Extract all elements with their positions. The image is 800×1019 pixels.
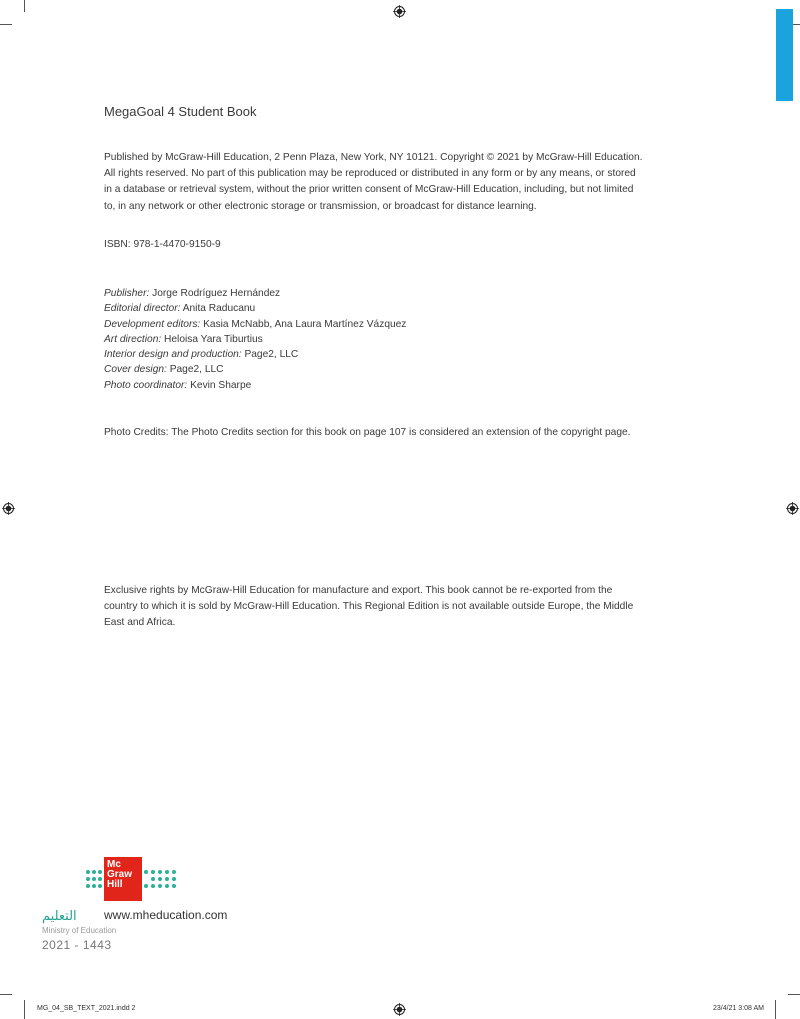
crop-mark-bottom-left-h (0, 994, 12, 995)
credit-name: Kevin Sharpe (190, 379, 252, 391)
credit-row (104, 332, 406, 347)
credit-name: Jorge Rodríguez Hernández (152, 288, 281, 299)
logo-line: Graw (107, 869, 133, 880)
credit-row (104, 362, 406, 377)
credit-name: Page2, LLC (244, 349, 299, 361)
crop-mark-bottom-right-v (775, 1000, 776, 1019)
copyright-paragraph (104, 150, 680, 215)
ministry-english-name: Ministry of Education (42, 926, 117, 935)
credit-row (104, 317, 406, 332)
book-title: MegaGoal 4 Student Book (104, 104, 257, 119)
credit-role: Publisher: (104, 288, 150, 299)
rights-line: East and Africa. (104, 617, 176, 629)
credit-role: Art direction: (104, 333, 162, 345)
copyright-line: All rights reserved. No part of this publication may be reproduced or distributed in any form or by any means, or stored (104, 168, 636, 180)
ministry-year: 2021 - 1443 (42, 938, 112, 952)
ministry-dots-left-icon (86, 870, 104, 892)
credit-name: Anita Raducanu (182, 303, 256, 315)
credit-row (104, 378, 406, 393)
print-slug-file: MG_04_SB_TEXT_2021.indd 2 (37, 1005, 136, 1012)
print-slug-timestamp: 23/4/21 3:08 AM (713, 1005, 764, 1012)
crop-mark-bottom-right-h (788, 994, 800, 995)
registration-mark-right-icon (786, 502, 799, 515)
crop-mark-top-left-v (24, 0, 25, 12)
credits-list (104, 286, 406, 393)
logo-line: Mc (107, 859, 121, 870)
credit-role: Cover design: (104, 364, 167, 376)
crop-mark-top-left-h (0, 24, 12, 25)
crop-mark-bottom-left-v (24, 1000, 25, 1019)
credit-role: Development editors: (104, 318, 201, 330)
credit-row (104, 347, 406, 362)
rights-paragraph (104, 583, 680, 632)
isbn: ISBN: 978-1-4470-9150-9 (104, 239, 221, 250)
credit-name: Heloisa Yara Tiburtius (164, 333, 263, 345)
registration-mark-top-icon (393, 5, 406, 18)
credit-role: Editorial director: (104, 303, 181, 315)
photo-credits: Photo Credits: The Photo Credits section for this book on page 107 is considered an extension of the copyright page. (104, 427, 631, 438)
blue-edge-tab (776, 9, 793, 101)
credit-name: Page2, LLC (169, 364, 224, 376)
copyright-line: Published by McGraw-Hill Education, 2 Penn Plaza, New York, NY 10121. Copyright © 2021 by McGraw-Hill Education. (104, 152, 643, 163)
mcgraw-hill-logo (104, 857, 142, 901)
copyright-line: to, in any network or other electronic storage or transmission, or broadcast for distance learning. (104, 200, 537, 212)
credit-row (104, 286, 406, 301)
logo-line: Hill (107, 879, 123, 890)
credit-row (104, 301, 406, 316)
copyright-line: in a database or retrieval system, without the prior written consent of McGraw-Hill Education, including, but not limited (104, 184, 634, 196)
credit-name: Kasia McNabb, Ana Laura Martínez Vázquez (203, 318, 407, 330)
credit-role: Photo coordinator: (104, 379, 188, 391)
website-url: www.mheducation.com (104, 908, 228, 922)
ministry-dots-right-icon (144, 870, 176, 892)
registration-mark-left-icon (2, 502, 15, 515)
ministry-arabic-name: التعليم (42, 908, 77, 923)
credit-role: Interior design and production: (104, 349, 242, 361)
rights-line: country to which it is sold by McGraw-Hill Education. This Regional Edition is not available outside Europe, the Middle (104, 601, 634, 613)
registration-mark-bottom-icon (393, 1003, 406, 1016)
rights-line: Exclusive rights by McGraw-Hill Education for manufacture and export. This book cannot be re-exported from the (104, 585, 613, 596)
